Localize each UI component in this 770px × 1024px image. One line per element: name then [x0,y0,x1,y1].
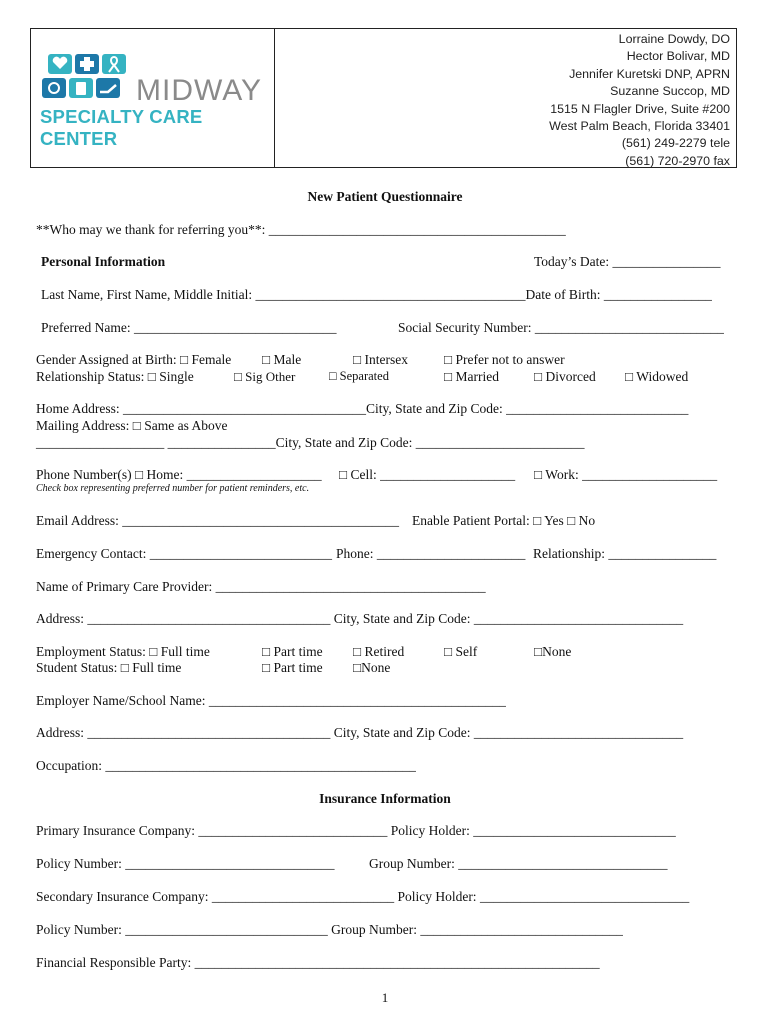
student-part-time-option[interactable]: □ Part time [262,660,323,675]
gender-male-option[interactable]: □ Male [262,352,302,367]
provider-line: Hector Bolivar, MD [626,49,730,64]
fax-line: (561) 720-2970 fax [625,153,730,168]
relationship-divorced-option[interactable]: □ Divorced [534,369,596,384]
employment-retired-option[interactable]: □ Retired [353,644,405,659]
employment-part-time-option[interactable]: □ Part time [262,644,323,659]
mailing-address-field[interactable]: ___________________ ________________City, State and Zip Code: _________________________ [36,435,585,450]
student-full-time-option[interactable]: Student Status: □ Full time [36,660,182,675]
provider-contact-block [549,31,730,170]
gender-female-option[interactable]: Gender Assigned at Birth: □ Female [36,352,232,367]
relationship-sig-other-option[interactable]: □ Sig Other [234,369,296,384]
provider-line: Jennifer Kuretski DNP, APRN [569,66,730,81]
emergency-phone-field[interactable]: Phone: ______________________ [336,546,526,561]
occupation-field[interactable]: Occupation: ______________________________________________ [36,758,416,773]
pcp-address-field[interactable]: Address: ____________________________________ City, State and Zip Code: _______________________________ [36,611,684,626]
emergency-relationship-field[interactable]: Relationship: ________________ [533,546,717,561]
logo-tagline: SPECIALTY CARE CENTER [40,106,203,149]
stethoscope-icon [42,78,66,98]
primary-insurance-field[interactable]: Primary Insurance Company: ____________________________ Policy Holder: ______________________________ [36,823,676,838]
secondary-policy-group-field[interactable]: Policy Number: ______________________________ Group Number: ______________________________ [36,922,623,937]
insurance-heading: Insurance Information [319,791,451,806]
employment-full-time-option[interactable]: Employment Status: □ Full time [36,644,210,659]
home-phone-field[interactable]: Phone Number(s) □ Home: ____________________ [36,467,322,482]
preferred-name-field[interactable]: Preferred Name: ______________________________ [41,320,337,335]
midway-logo [40,52,265,149]
city-line: West Palm Beach, Florida 33401 [549,119,730,134]
mailing-same-checkbox[interactable]: Mailing Address: □ Same as Above [36,418,228,433]
provider-line: Suzanne Succop, MD [610,84,730,99]
employer-address-field[interactable]: Address: ____________________________________ City, State and Zip Code: _______________________________ [36,725,684,740]
page-number: 1 [381,990,389,1005]
employment-none-option[interactable]: □None [534,644,572,659]
employment-self-option[interactable]: □ Self [444,644,478,659]
header-divider [274,28,275,168]
name-dob-field[interactable]: Last Name, First Name, Middle Initial: ________________________________________Date of Birth: ________________ [41,287,712,302]
referral-field[interactable]: **Who may we thank for referring you**: ____________________________________________ [36,222,566,237]
work-phone-field[interactable]: □ Work: ____________________ [534,467,718,482]
gender-intersex-option[interactable]: □ Intersex [353,352,409,367]
primary-policy-number-field[interactable]: Policy Number: _______________________________ [36,856,335,871]
relationship-widowed-option[interactable]: □ Widowed [625,369,689,384]
cell-phone-field[interactable]: □ Cell: ____________________ [339,467,516,482]
relationship-separated-option[interactable]: □ Separated [329,369,389,383]
primary-group-number-field[interactable]: Group Number: _______________________________ [369,856,668,871]
address-line: 1515 N Flagler Drive, Suite #200 [550,101,730,116]
phone-note: Check box representing preferred number for patient reminders, etc. [36,483,310,494]
employer-name-field[interactable]: Employer Name/School Name: ____________________________________________ [36,693,506,708]
provider-line: Lorraine Dowdy, DO [618,32,730,46]
relationship-married-option[interactable]: □ Married [444,369,500,384]
logo-name: MIDWAY [136,74,262,107]
form-title: New Patient Questionnaire [307,189,463,204]
todays-date-field[interactable]: Today’s Date: ________________ [534,254,721,269]
emergency-contact-field[interactable]: Emergency Contact: ___________________________ [36,546,332,561]
financial-party-field[interactable]: Financial Responsible Party: ____________________________________________________________ [36,955,600,970]
personal-info-heading: Personal Information [41,254,166,269]
pcp-name-field[interactable]: Name of Primary Care Provider: ________________________________________ [36,579,486,594]
relationship-single-option[interactable]: Relationship Status: □ Single [36,369,194,384]
student-none-option[interactable]: □None [353,660,391,675]
hand-icon [96,78,120,98]
gender-prefer-not-option[interactable]: □ Prefer not to answer [444,352,565,367]
ssn-field[interactable]: Social Security Number: ____________________________ [398,320,724,335]
secondary-insurance-field[interactable]: Secondary Insurance Company: ___________________________ Policy Holder: _______________________________ [36,889,690,904]
email-field[interactable]: Email Address: _________________________________________ [36,513,399,528]
portal-option[interactable]: Enable Patient Portal: □ Yes □ No [412,513,596,528]
phone-line: (561) 249-2279 tele [621,136,730,151]
home-address-field[interactable]: Home Address: ____________________________________City, State and Zip Code: ___________________________ [36,401,689,416]
